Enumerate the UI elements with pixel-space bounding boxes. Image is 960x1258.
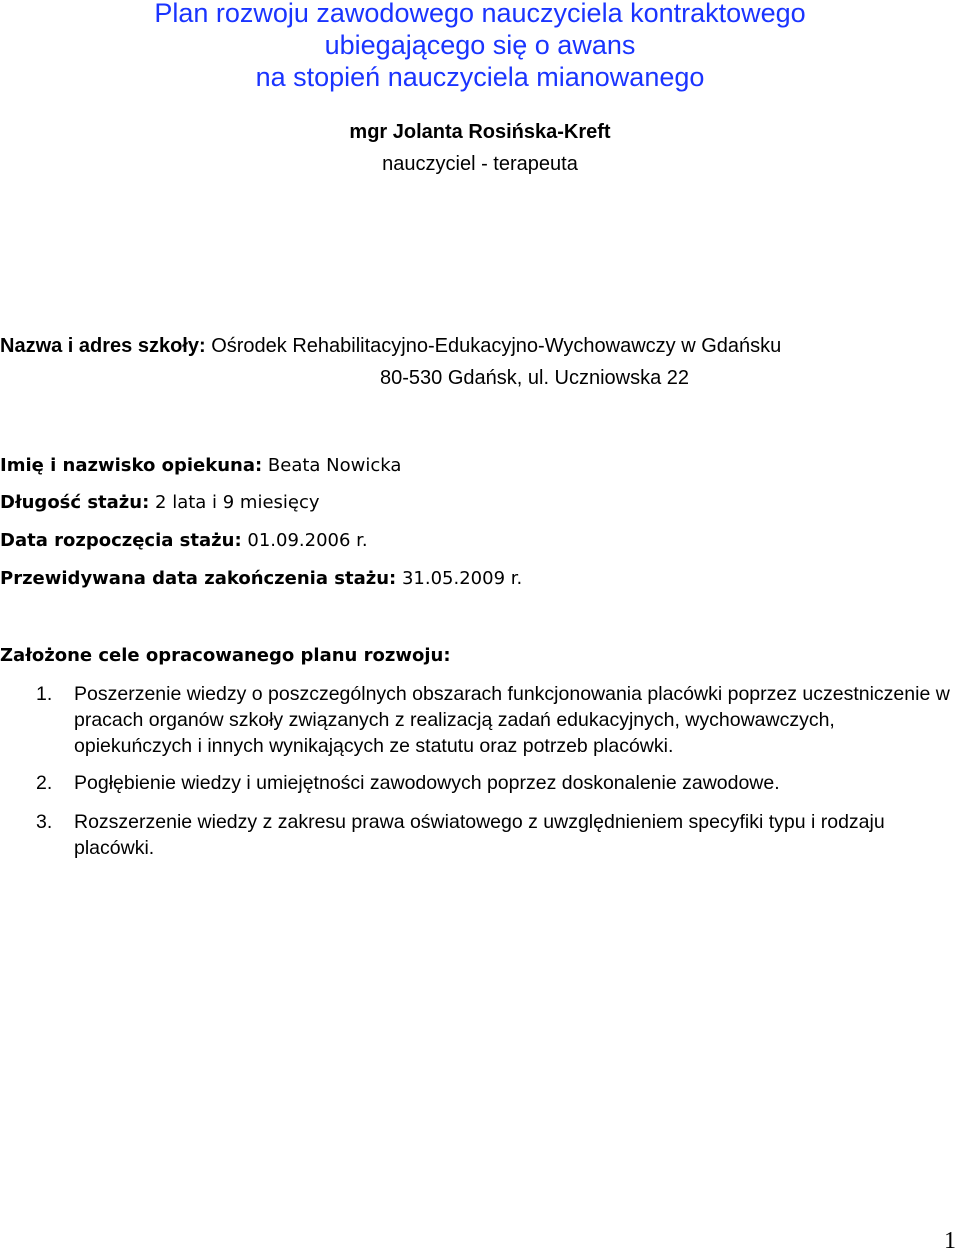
- mentor-label: Imię i nazwisko opiekuna:: [0, 455, 263, 476]
- goal-number: 3.: [36, 811, 53, 833]
- page-number: 1: [944, 1228, 956, 1254]
- start-date-row: [0, 527, 368, 555]
- goal-text: Rozszerzenie wiedzy z zakresu prawa oświatowego z uwzględnieniem specyfiki typu i rodzaju placówki.: [74, 811, 885, 859]
- school-address: 80-530 Gdańsk, ul. Uczniowska 22: [380, 367, 690, 389]
- goal-number: 1.: [36, 683, 53, 705]
- duration-label: Długość stażu:: [0, 492, 150, 513]
- start-date-value: 01.09.2006 r.: [241, 530, 368, 551]
- end-date-label: Przewidywana data zakończenia stażu:: [0, 568, 397, 589]
- author-name: mgr Jolanta Rosińska-Kreft: [349, 121, 611, 143]
- goal-text: Poszerzenie wiedzy o poszczególnych obszarach funkcjonowania placówki poprzez uczestniczenie w pracach organów szkoły związanych z realizacją zadań edukacyjnych, wychowawczych, opiekuńczych i innych wynikających ze statutu oraz potrzeb placówki.: [74, 683, 950, 757]
- title-line-2: ubiegającego się o awans: [324, 30, 636, 60]
- school-line: [0, 330, 781, 362]
- goal-number: 2.: [36, 772, 53, 794]
- duration-value: 2 lata i 9 miesięcy: [149, 492, 320, 513]
- title-line-3: na stopień nauczyciela mianowanego: [255, 62, 705, 92]
- title-line-1: Plan rozwoju zawodowego nauczyciela kontraktowego: [154, 0, 806, 28]
- start-date-label: Data rozpoczęcia stażu:: [0, 530, 242, 551]
- author-role: nauczyciel - terapeuta: [382, 153, 578, 175]
- duration-row: [0, 489, 320, 517]
- mentor-value: Beata Nowicka: [262, 455, 402, 476]
- mentor-row: [0, 452, 401, 480]
- end-date-row: [0, 565, 522, 593]
- school-label: Nazwa i adres szkoły:: [0, 335, 206, 357]
- end-date-value: 31.05.2009 r.: [396, 568, 523, 589]
- document-title: [0, 0, 960, 93]
- school-name: Ośrodek Rehabilitacyjno-Edukacyjno-Wychowawczy w Gdańsku: [205, 335, 782, 357]
- goal-text: Pogłębienie wiedzy i umiejętności zawodowych poprzez doskonalenie zawodowe.: [74, 772, 780, 794]
- goals-heading: Założone cele opracowanego planu rozwoju:: [0, 645, 451, 666]
